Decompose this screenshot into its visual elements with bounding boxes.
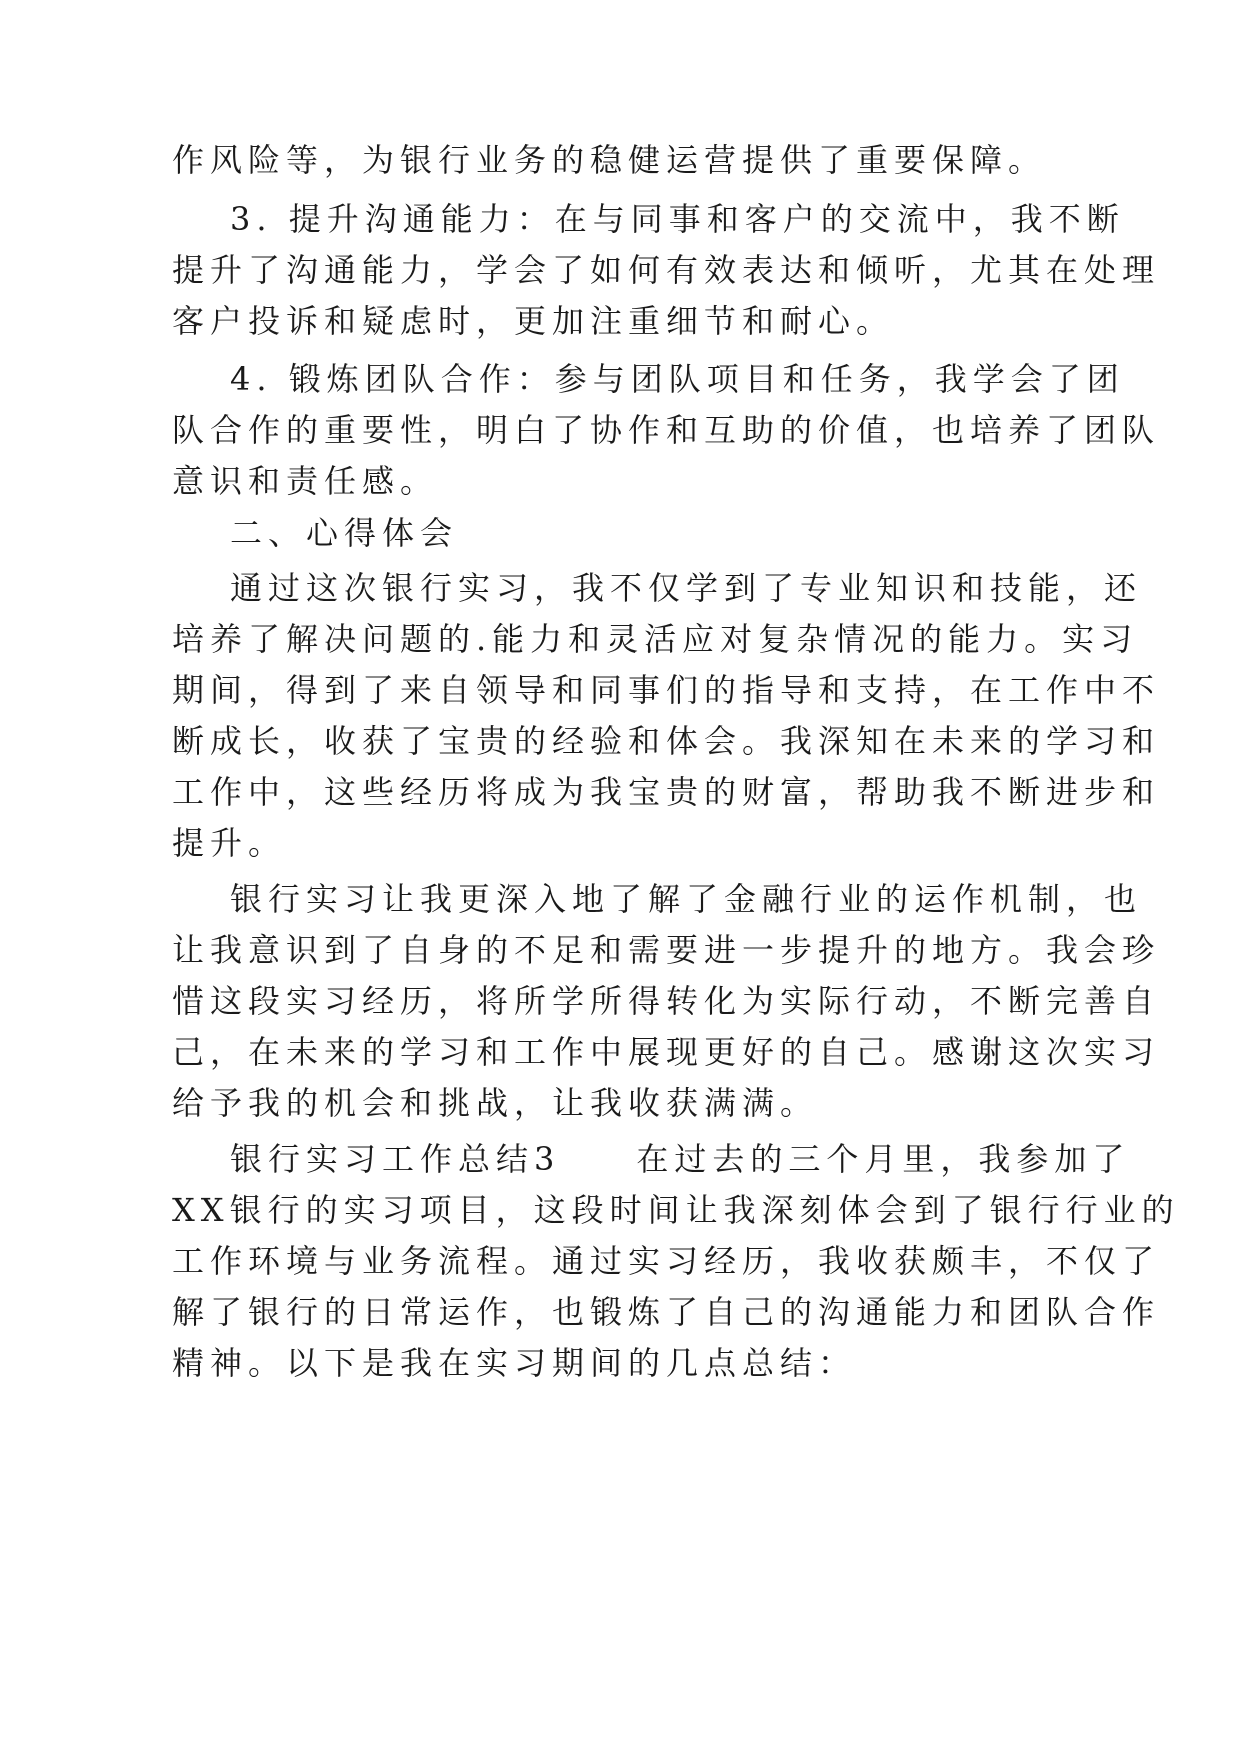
- text-line: 工作环境与业务流程。通过实习经历，我收获颇丰，不仅了: [172, 1242, 1161, 1280]
- text-line: 培养了解决问题的.能力和灵活应对复杂情况的能力。实习: [172, 620, 1139, 658]
- text-line: 客户投诉和疑虑时，更加注重细节和耐心。: [172, 302, 895, 340]
- text-line: 让我意识到了自身的不足和需要进一步提升的地方。我会珍: [172, 931, 1161, 969]
- text-line: 队合作的重要性，明白了协作和互助的价值，也培养了团队: [172, 411, 1161, 449]
- section-heading: 二、心得体会: [230, 514, 459, 552]
- text-line: 意识和责任感。: [172, 462, 439, 500]
- text-line: 解了银行的日常运作，也锻炼了自己的沟通能力和团队合作: [172, 1293, 1161, 1331]
- text-line: 提升了沟通能力，学会了如何有效表达和倾听，尤其在处理: [172, 251, 1161, 289]
- text-line: 期间，得到了来自领导和同事们的指导和支持，在工作中不: [172, 671, 1161, 709]
- text-line: 精神。以下是我在实习期间的几点总结：: [172, 1344, 857, 1382]
- text-line: 通过这次银行实习，我不仅学到了专业知识和技能，还: [230, 569, 1143, 607]
- text-line: 断成长，收获了宝贵的经验和体会。我深知在未来的学习和: [172, 722, 1161, 760]
- text-line: 银行实习工作总结3 在过去的三个月里，我参加了: [230, 1140, 1131, 1178]
- text-line: 提升。: [172, 824, 287, 862]
- text-line: XX银行的实习项目，这段时间让我深刻体会到了银行行业的: [172, 1191, 1180, 1229]
- text-line: 银行实习让我更深入地了解了金融行业的运作机制，也: [230, 880, 1143, 918]
- text-line: 工作中，这些经历将成为我宝贵的财富，帮助我不断进步和: [172, 773, 1161, 811]
- text-line: 作风险等，为银行业务的稳健运营提供了重要保障。: [172, 141, 1047, 179]
- text-line: 3. 提升沟通能力：在与同事和客户的交流中，我不断: [230, 200, 1125, 238]
- text-line: 给予我的机会和挑战，让我收获满满。: [172, 1084, 819, 1122]
- text-line: 惜这段实习经历，将所学所得转化为实际行动，不断完善自: [172, 982, 1161, 1020]
- text-line: 己，在未来的学习和工作中展现更好的自己。感谢这次实习: [172, 1033, 1161, 1071]
- text-line: 4. 锻炼团队合作：参与团队项目和任务，我学会了团: [230, 360, 1125, 398]
